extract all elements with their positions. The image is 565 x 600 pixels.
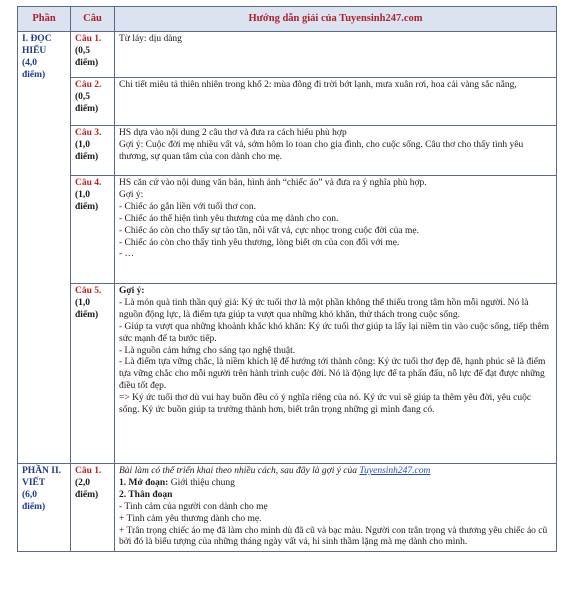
answer-sheet — [17, 6, 557, 552]
text-line: - … — [119, 249, 135, 260]
text-line: - Giúp ta vượt qua những khoảnh khắc khó khăn: Ký ức tuổi thơ giúp ta lấy lại niềm tin vào cuộc sống, tiếp thêm sức mạnh để ta bước tiếp. — [119, 321, 549, 344]
text-line: - Là điểm tựa vững chắc, là niềm khích lệ để hướng tới thành công: Ký ức tuổi thơ đẹp đẽ, hạnh phúc sẽ là điểm tựa vững chắc cho mỗi người trên hành trình cuộc đời. Nó là động lực để ta phấn đấu, nỗ lực để đạt được những điều tốt đẹp. — [119, 357, 546, 392]
question-label — [71, 284, 115, 464]
table-row — [18, 32, 557, 78]
header-huong-dan: Hướng dẫn giải của Tuyensinh247.com — [115, 7, 557, 32]
text-line: - Chiếc áo còn cho thấy sự tảo tần, nỗi vất vả, cực nhọc trong cuộc đời của mẹ. — [119, 225, 419, 236]
answer-cell — [115, 176, 557, 284]
table-header-row — [18, 7, 557, 32]
text-line: - Tình cảm của người con dành cho mẹ — [119, 501, 268, 512]
question-points: điểm) — [75, 201, 99, 212]
text-line: điểm) — [22, 501, 46, 512]
text-line: - Là nguồn cảm hứng cho sáng tạo nghệ thuật. — [119, 345, 296, 356]
question-points: điểm) — [75, 103, 99, 114]
mo-doan-text: Giới thiệu chung — [168, 477, 235, 488]
text-line: (6,0 — [22, 489, 38, 500]
section-doc-hieu — [18, 32, 71, 464]
table-row — [18, 176, 557, 284]
question-number: Câu 3. — [75, 128, 102, 138]
answer-cell — [115, 284, 557, 464]
question-points: (1,0 — [75, 297, 91, 308]
answer-cell — [115, 126, 557, 176]
text-line: Gợi ý: Cuộc đời mẹ nhiều vất vả, sớm hôm lo toan cho gia đình, cho cuộc sống. Câu thơ cho thấy tình yêu thương, sự quan tâm của con dành cho mẹ. — [119, 139, 524, 162]
text-line: - Là món quà tinh thần quý giá: Ký ức tuổi thơ là một phần không thể thiếu trong tâm hồn mỗi người. Nó là nguồn động lực, là điểm tựa giúp ta vượt qua những khó khăn, thử thách trong cuộc sống. — [119, 297, 529, 320]
question-points: điểm) — [75, 489, 99, 500]
question-label — [71, 32, 115, 78]
table-row — [18, 284, 557, 464]
than-doan-heading: 2. Thân đoạn — [119, 489, 173, 500]
question-label — [71, 126, 115, 176]
question-points: (1,0 — [75, 189, 91, 200]
question-label — [71, 78, 115, 126]
text-line: Gợi ý: — [119, 189, 144, 200]
text-line: (4,0 — [22, 57, 38, 68]
text-line: HIỂU — [22, 45, 47, 56]
text-line: - Chiếc áo thể hiện tình yêu thương của mẹ dành cho con. — [119, 213, 339, 224]
text-line: => Ký ức tuổi thơ dù vui hay buồn đều có ý nghĩa riêng của nó. Ký ức vui sẽ giúp ta thêm yêu đời, yêu cuộc sống. Ký ức buồn giúp ta trưởng thành hơn, biết trân trọng những gì mình đang có. — [119, 393, 532, 416]
text-line: VIẾT — [22, 477, 46, 488]
text-line: Gợi ý: — [119, 286, 145, 296]
answer-cell — [115, 464, 557, 552]
table-row — [18, 78, 557, 126]
table-row — [18, 464, 557, 552]
text-line: HS dựa vào nội dung 2 câu thơ và đưa ra cách hiểu phù hợp — [119, 128, 347, 138]
answer-table — [17, 6, 557, 552]
question-points: điểm) — [75, 309, 99, 320]
question-points: (0,5 — [75, 91, 91, 102]
text-line: - Chiếc áo còn cho thấy tình yêu thương, lòng biết ơn của con đối với mẹ. — [119, 237, 400, 248]
question-points: (0,5 — [75, 45, 91, 56]
answer-cell — [115, 32, 557, 78]
mo-doan-label: 1. Mở đoạn: — [119, 477, 169, 488]
question-number: Câu 5. — [75, 286, 102, 296]
question-points: (2,0 — [75, 477, 91, 488]
intro-text: Bài làm có thể triển khai theo nhiều cách, sau đây là gợi ý của — [119, 466, 360, 476]
text-line: HS căn cứ vào nội dung văn bản, hình ảnh “chiếc áo” và đưa ra ý nghĩa phù hợp. — [119, 178, 427, 188]
answer-cell — [115, 78, 557, 126]
question-number: Câu 1. — [75, 466, 102, 476]
header-cau: Câu — [71, 7, 115, 32]
question-points: điểm) — [75, 57, 99, 68]
section-viet — [18, 464, 71, 552]
text-line: Chi tiết miêu tả thiên nhiên trong khổ 2: mùa đông đi trời bớt lạnh, mưa xuân rơi, hoa cải vàng sắc nắng, — [119, 80, 517, 90]
text-line: điểm) — [22, 69, 46, 80]
question-label — [71, 464, 115, 552]
text-line: PHẦN II. — [22, 466, 62, 476]
text-line: + Tình cảm yêu thương dành cho mẹ. — [119, 513, 262, 524]
text-line: - Chiếc áo gắn liền với tuổi thơ con. — [119, 201, 256, 212]
question-number: Câu 2. — [75, 80, 102, 90]
question-label — [71, 176, 115, 284]
question-number: Câu 4. — [75, 178, 102, 188]
question-points: (1,0 — [75, 139, 91, 150]
text-line: Từ láy: dịu dàng — [119, 34, 182, 44]
header-phan: Phần — [18, 7, 71, 32]
tuyensinh-link[interactable]: Tuyensinh247.com — [359, 466, 431, 476]
text-line: + Trân trọng chiếc áo mẹ đã làm cho mình dù đã cũ và bạc màu. Người con trân trọng và thương yêu chiếc áo cũ bởi đó là biểu tượng của những tháng ngày vất vả, hi sinh thầm lặng mà mẹ dành cho mình. — [119, 525, 548, 548]
question-number: Câu 1. — [75, 34, 102, 44]
table-row — [18, 126, 557, 176]
text-line: I. ĐỌC — [22, 34, 52, 44]
question-points: điểm) — [75, 151, 99, 162]
